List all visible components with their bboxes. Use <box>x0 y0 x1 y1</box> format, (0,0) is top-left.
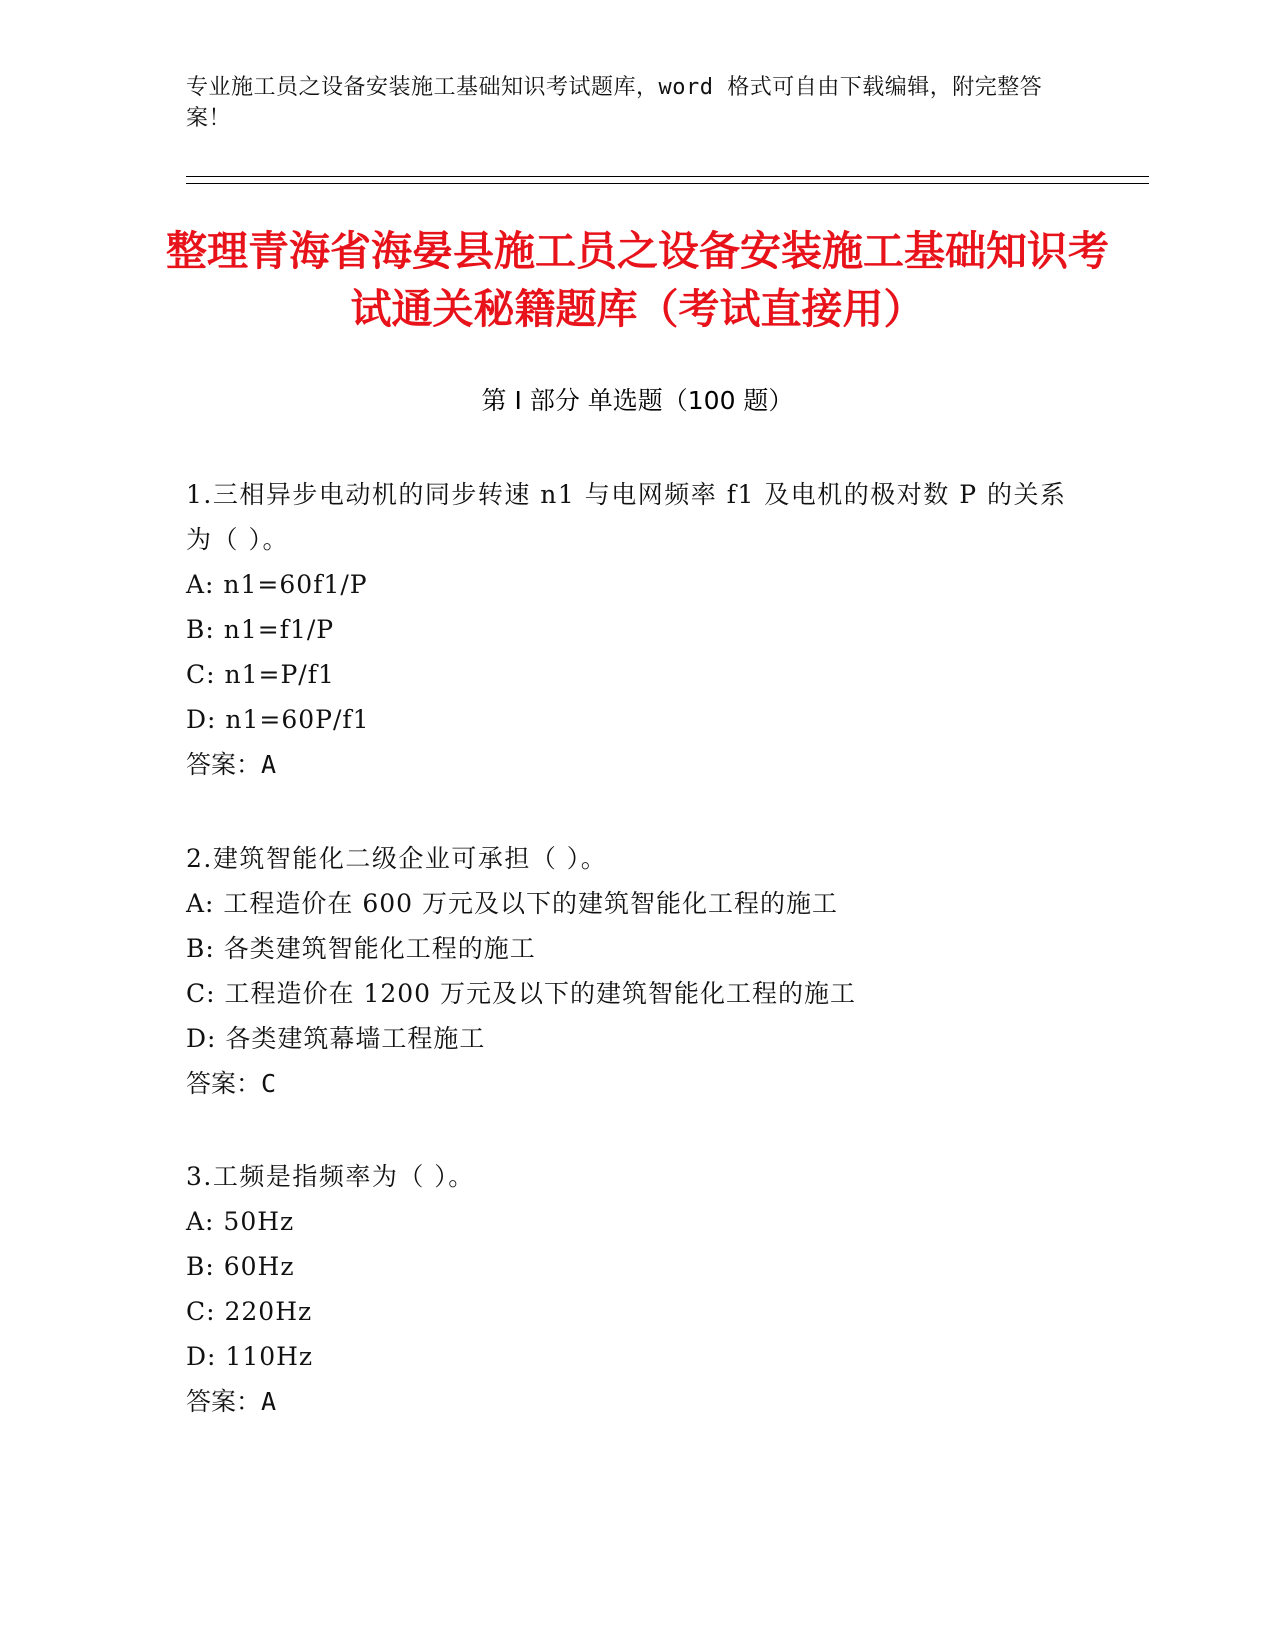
question-block <box>186 836 1086 1106</box>
header-divider-bottom <box>186 183 1149 184</box>
answer-line: 答案：A <box>186 750 277 779</box>
option-b: B: 60Hz <box>186 1252 295 1281</box>
answer-line: 答案：A <box>186 1387 277 1416</box>
option-b: B: 各类建筑智能化工程的施工 <box>186 934 536 963</box>
option-d: D: 各类建筑幕墙工程施工 <box>186 1024 486 1053</box>
header-divider-top <box>186 176 1149 177</box>
option-a: A: 工程造价在 600 万元及以下的建筑智能化工程的施工 <box>186 889 839 918</box>
section-heading: 第 I 部分 单选题（100 题） <box>481 386 794 415</box>
question-stem: 1.三相异步电动机的同步转速 n1 与电网频率 f1 及电机的极对数 P 的关系为（ ）。 <box>186 480 1067 554</box>
option-a: A: 50Hz <box>186 1207 295 1236</box>
answer-line: 答案：C <box>186 1069 277 1098</box>
question-stem: 3.工频是指频率为（ ）。 <box>186 1162 475 1191</box>
header-note: 专业施工员之设备安装施工基础知识考试题库，word 格式可自由下载编辑，附完整答案！ <box>186 75 1043 131</box>
option-c: C: 工程造价在 1200 万元及以下的建筑智能化工程的施工 <box>186 979 857 1008</box>
question-block <box>186 472 1086 787</box>
question-stem: 2.建筑智能化二级企业可承担（ ）。 <box>186 844 608 873</box>
option-c: C: 220Hz <box>186 1297 313 1326</box>
option-b: B: n1=f1/P <box>186 615 335 644</box>
document-title: 整理青海省海晏县施工员之设备安装施工基础知识考试通关秘籍题库（考试直接用） <box>166 227 1109 333</box>
option-d: D: n1=60P/f1 <box>186 705 370 734</box>
option-d: D: 110Hz <box>186 1342 314 1371</box>
question-block <box>186 1154 1086 1424</box>
option-c: C: n1=P/f1 <box>186 660 335 689</box>
option-a: A: n1=60f1/P <box>186 570 368 599</box>
